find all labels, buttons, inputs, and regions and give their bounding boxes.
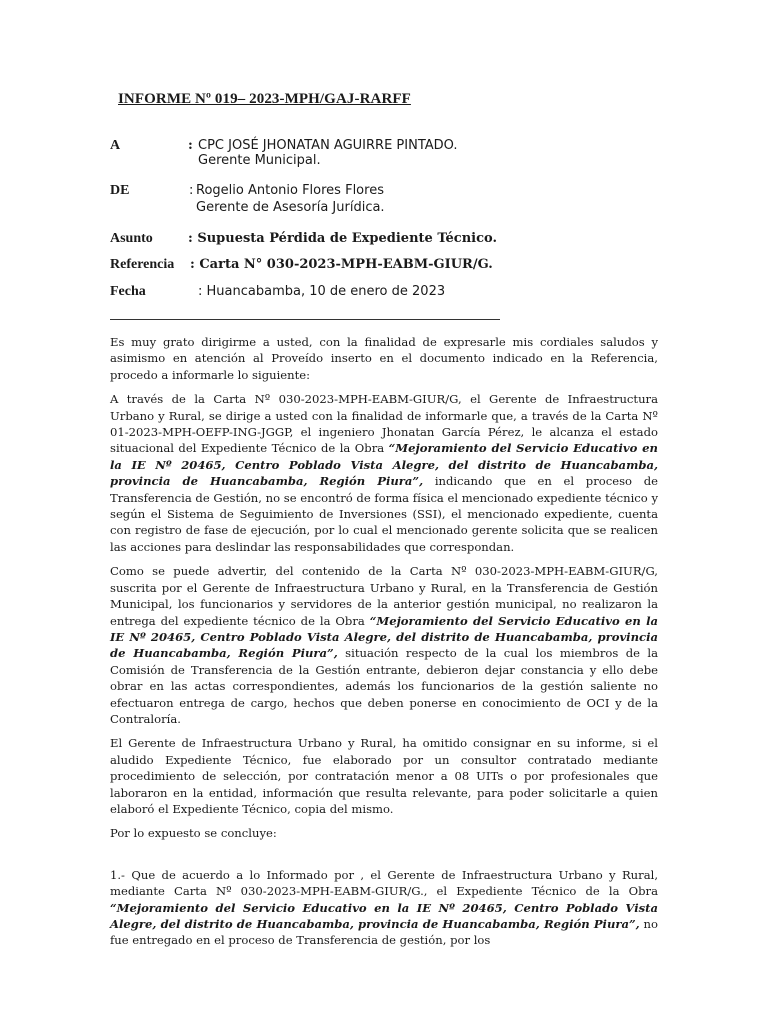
subject-row — [110, 230, 630, 248]
recipient-position: Gerente Municipal. — [198, 153, 321, 168]
sender-colon: : — [189, 183, 194, 198]
report-title: INFORME Nº 019– 2023-MPH/GAJ-RARFF — [118, 91, 411, 107]
recipient-name: CPC JOSÉ JHONATAN AGUIRRE PINTADO. — [198, 138, 458, 153]
reference-value: : Carta N° 030-2023-MPH-EABM-GIUR/G. — [190, 257, 493, 272]
sender-block — [110, 182, 610, 216]
paragraph-analysis — [110, 563, 658, 727]
project-name: “Mejoramiento del Servicio Educativo en la IE Nº 20465, Centro Poblado Vista Alegre, del distrito de Huancabamba, provincia de Huancabamba, Región Piura”, — [110, 900, 658, 931]
sender-name: Rogelio Antonio Flores Flores — [196, 183, 384, 198]
subject-label: Asunto — [110, 231, 153, 246]
paragraph-omission: El Gerente de Infraestructura Urbano y Rural, ha omitido consignar en su informe, si el aludido Expediente Técnico, fue elaborado por un consultor contratado mediante procedimiento de selección, por contratación menor a 08 UITs o por profesionales que laboraron en la entidad, información que resulta relevante, para poder solicitarle a quien elaboró el Expediente Técnico, copia del mismo. — [110, 736, 658, 816]
conclusion-text-1: 1.- Que de acuerdo a lo Informado por , el Gerente de Infraestructura Urbano y Rural, mediante Carta Nº 030-2023-MPH-EABM-GIUR/G., el Expediente Técnico de la Obra — [110, 867, 658, 899]
subject-value: : Supuesta Pérdida de Expediente Técnico. — [188, 231, 497, 246]
date-label: Fecha — [110, 284, 146, 299]
recipient-colon: : — [188, 138, 193, 153]
date-row — [110, 283, 630, 301]
report-body — [110, 334, 658, 957]
header-divider — [110, 319, 500, 320]
reference-row — [110, 256, 630, 274]
sender-position: Gerente de Asesoría Jurídica. — [196, 200, 385, 215]
recipient-block — [110, 137, 610, 171]
paragraph-analysis-text-2: situación respecto de la cual los miembros de la Comisión de Transferencia de la Gestión entrante, debieron dejar constancia y ello debe obrar en las actas correspondientes, además los funcionarios de la gestión saliente no efectuaron entrega de cargo, hechos que deben ponerse en conocimiento de OCI y de la Contraloría. — [110, 646, 658, 726]
paragraph-carta-text-2: indicando que en el proceso de Transferencia de Gestión, no se encontró de forma física el mencionado expediente técnico y según el Sistema de Seguimiento de Inversiones (SSI), el mencionado expediente, cuenta con registro de fase de ejecución, por lo cual el mencionado gerente solicita que se realicen las acciones para deslindar las responsabilidades que correspondan. — [110, 474, 658, 554]
conclusion-text-2: no fue entregado en el proceso de Transferencia de gestión, por los — [110, 917, 658, 948]
paragraph-intro: Es muy grato dirigirme a usted, con la finalidad de expresarle mis cordiales saludos y asimismo en atención al Proveído inserto en el documento indicado en la Referencia, procedo a informarle lo siguiente: — [110, 335, 658, 382]
paragraph-conclusion-intro: Por lo expuesto se concluye: — [110, 826, 277, 841]
project-name: “Mejoramiento del Servicio Educativo en la IE Nº 20465, Centro Poblado Vista Alegre, del distrito de Huancabamba, provincia de Huancabamba, Región Piura”, — [110, 613, 658, 661]
paragraph-analysis-text-1: Como se puede advertir, del contenido de la Carta Nº 030-2023-MPH-EABM-GIUR/G, suscrita por el Gerente de Infraestructura Urbano y Rural, en la Transferencia de Gestión Municipal, los funcionarios y servidores de la anterior gestión municipal, no realizaron la entrega del expediente técnico de la Obra — [110, 564, 658, 628]
paragraph-carta — [110, 391, 658, 555]
date-value: : Huancabamba, 10 de enero de 2023 — [198, 284, 446, 299]
reference-label: Referencia — [110, 257, 175, 272]
paragraph-carta-text-1: A través de la Carta Nº 030-2023-MPH-EABM-GIUR/G, el Gerente de Infraestructura Urbano y Rural, se dirige a usted con la finalidad de informarle que, a través de la Carta Nº 01-2023-MPH-OEFP-ING-JGGP, el ingeniero Jhonatan García Pérez, le alcanza el estado situacional del Expediente Técnico de la Obra — [110, 392, 658, 456]
sender-label: DE — [110, 183, 130, 198]
paragraph-conclusion-1 — [110, 867, 658, 949]
project-name: “Mejoramiento del Servicio Educativo en la IE Nº 20465, Centro Poblado Vista Alegre, del distrito de Huancabamba, provincia de Huancabamba, Región Piura”, — [110, 441, 658, 489]
recipient-label: A — [110, 138, 121, 153]
